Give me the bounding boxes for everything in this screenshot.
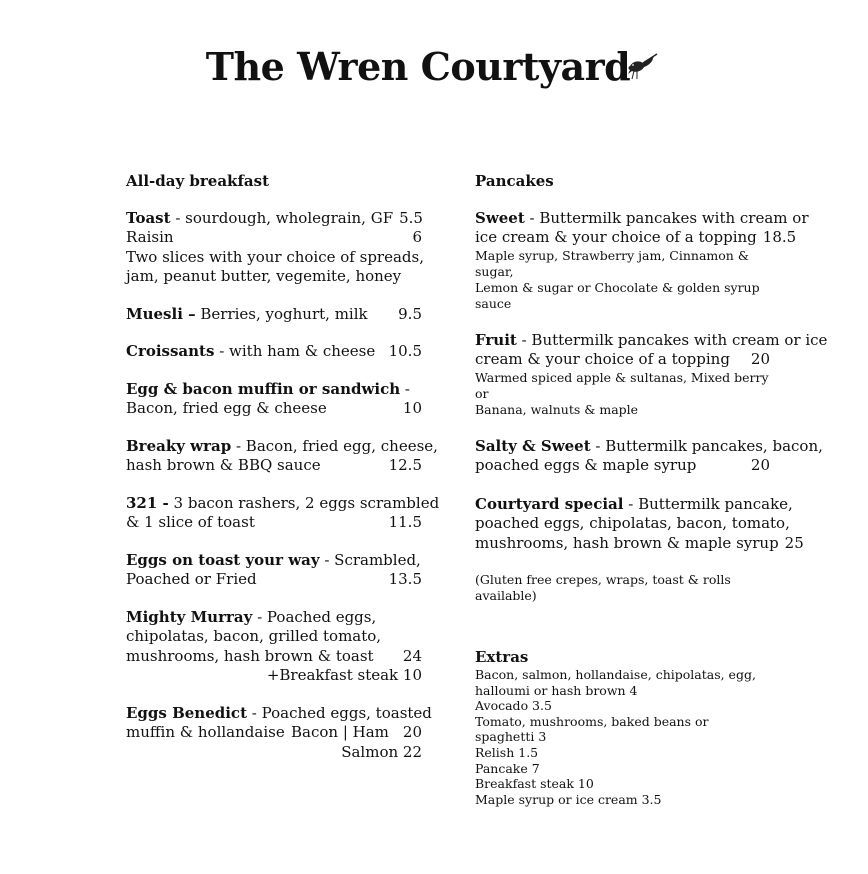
item-text: & 1 slice of toast — [126, 513, 255, 531]
page-title — [0, 44, 868, 89]
item-text: Berries, yoghurt, milk — [195, 304, 368, 323]
item-text: jam, peanut butter, vegemite, honey — [126, 267, 402, 285]
menu-line — [126, 570, 422, 590]
price-option: Salmon 22 — [341, 742, 422, 761]
item-description — [126, 209, 393, 229]
extras-line: Bacon, salmon, hollandaise, chipolatas, egg, — [475, 667, 756, 682]
item-price — [745, 456, 770, 476]
wren-bird-icon — [624, 52, 660, 84]
extras-line: Pancake 7 — [475, 760, 540, 776]
item-description — [126, 305, 368, 325]
menu-line — [126, 228, 422, 248]
item-text: - Buttermilk pancakes, bacon, — [590, 436, 823, 455]
menu-line — [126, 305, 422, 325]
menu-line — [475, 514, 790, 534]
item-price — [393, 209, 423, 229]
price-value: 5.5 — [399, 208, 423, 227]
menu-line — [475, 494, 793, 515]
menu-item — [475, 494, 804, 554]
item-description — [126, 647, 374, 667]
price-value: 20 — [402, 723, 422, 741]
item-description — [475, 228, 757, 248]
item-description — [126, 380, 410, 400]
item-text: poached eggs & maple syrup — [475, 456, 697, 474]
menu-item — [475, 208, 809, 312]
menu-item — [126, 209, 422, 287]
menu-line — [475, 456, 770, 476]
extras-line: Maple syrup or ice cream 3.5 — [475, 791, 662, 807]
item-text: muffin & hollandaise — [126, 723, 285, 741]
price-value: 10 — [402, 399, 422, 417]
item-price — [383, 456, 422, 476]
item-description — [475, 514, 790, 534]
extras-line: Tomato, mushrooms, baked beans or spaghetti 3 — [475, 713, 709, 745]
menu-item — [126, 342, 422, 362]
price-value: 10.5 — [388, 342, 422, 360]
item-text: - with ham & cheese — [214, 342, 376, 360]
item-name: Egg & bacon muffin or sandwich — [126, 379, 401, 398]
item-text: mushrooms, hash brown & maple syrup — [475, 533, 779, 552]
item-text: - Buttermilk pancakes with cream or — [524, 208, 809, 227]
item-text: - Bacon, fried egg, cheese, — [231, 436, 438, 455]
menu-item — [126, 305, 422, 325]
menu-item — [126, 436, 438, 476]
item-description — [475, 534, 779, 554]
menu-line — [475, 228, 797, 248]
menu-item — [126, 380, 422, 419]
item-description — [126, 704, 432, 724]
extras-line: Relish 1.5 — [475, 744, 539, 760]
item-description — [126, 342, 375, 362]
item-price — [383, 570, 422, 590]
pancakes-column — [475, 172, 828, 807]
price-variant: Bacon | Ham — [291, 723, 389, 741]
item-name: 321 - — [126, 493, 169, 512]
item-price — [397, 399, 422, 419]
price-value: 18.5 — [762, 228, 797, 246]
menu-item — [475, 436, 823, 476]
menu-line — [126, 248, 422, 268]
menu-item — [126, 551, 422, 590]
price-value: 11.5 — [388, 513, 422, 531]
item-description — [126, 513, 255, 533]
item-description — [126, 551, 421, 571]
menu-line — [126, 666, 422, 686]
item-description — [126, 456, 321, 476]
item-description — [475, 437, 823, 457]
item-price — [397, 647, 422, 667]
item-text: ice cream & your choice of a topping — [475, 228, 757, 246]
extras-line: Breakfast steak 10 — [475, 776, 594, 792]
menu-line — [126, 436, 438, 457]
item-price — [285, 723, 422, 743]
item-text: Poached or Fried — [126, 570, 257, 588]
topping-options: Maple syrup, Strawberry jam, Cinnamon & sugar, — [475, 247, 749, 279]
item-description — [126, 437, 438, 457]
menu-line — [126, 647, 422, 667]
item-description — [126, 267, 401, 287]
menu-line — [126, 703, 432, 724]
menu-line — [126, 380, 422, 400]
item-name: Eggs Benedict — [126, 703, 247, 722]
item-text: hash brown & BBQ sauce — [126, 456, 321, 474]
item-description — [126, 399, 327, 419]
item-price — [383, 513, 422, 533]
item-text: Two slices with your choice of spreads, — [126, 247, 424, 266]
item-name: Courtyard special — [475, 494, 624, 513]
menu-line — [475, 533, 804, 554]
extras-line: halloumi or hash brown 4 — [475, 682, 638, 698]
menu-item — [126, 608, 422, 686]
item-text: - Buttermilk pancake, — [623, 494, 793, 513]
menu-line — [126, 267, 422, 287]
price-option: +Breakfast steak 10 — [266, 666, 422, 684]
item-description — [475, 331, 827, 351]
item-name: Sweet — [475, 208, 525, 227]
item-description — [126, 570, 257, 590]
item-price — [392, 305, 422, 325]
menu-line — [126, 627, 422, 647]
price-value: 20 — [750, 456, 770, 474]
item-description — [126, 723, 285, 743]
menu-line — [126, 723, 422, 743]
item-name: Muesli – — [126, 304, 196, 323]
menu-line — [126, 209, 422, 229]
item-text: cream & your choice of a topping — [475, 350, 730, 368]
item-price — [779, 534, 804, 554]
item-description — [126, 494, 439, 514]
item-description — [126, 608, 376, 628]
item-name: Fruit — [475, 330, 517, 349]
price-value: 20 — [750, 350, 770, 368]
item-price — [745, 350, 770, 370]
price-value: 24 — [402, 646, 422, 665]
menu-item — [126, 703, 432, 763]
item-description — [475, 350, 730, 370]
item-price — [757, 228, 796, 248]
item-text: - Scrambled, — [319, 550, 421, 569]
breakfast-column — [126, 172, 440, 780]
item-description — [126, 627, 381, 647]
item-description — [475, 456, 696, 476]
restaurant-name: The Wren Courtyard — [205, 44, 631, 89]
section-heading-pancakes: Pancakes — [475, 172, 554, 190]
gluten-free-note: (Gluten free crepes, wraps, toast & rolls available) — [475, 572, 731, 603]
item-text: poached eggs, chipolatas, bacon, tomato, — [475, 514, 790, 532]
item-description — [126, 228, 174, 248]
section-heading-breakfast: All-day breakfast — [126, 172, 269, 190]
item-name: Mighty Murray — [126, 607, 253, 626]
menu-line — [126, 608, 422, 628]
item-name: Toast — [126, 208, 171, 227]
menu-item — [126, 493, 440, 533]
price-value: 13.5 — [388, 570, 422, 588]
item-name: Salty & Sweet — [475, 436, 591, 455]
item-text: Raisin — [126, 228, 174, 246]
item-text: - Poached eggs, toasted — [247, 703, 432, 722]
menu-line — [475, 436, 823, 457]
item-text: - Poached eggs, — [252, 607, 377, 626]
menu-line — [475, 330, 828, 351]
extras-line: Avocado 3.5 — [475, 698, 552, 714]
price-value: 6 — [412, 228, 422, 246]
price-value: 12.5 — [388, 456, 422, 474]
item-price — [406, 228, 422, 248]
item-description — [475, 209, 809, 229]
menu-line — [126, 342, 422, 362]
menu-line — [475, 350, 770, 370]
menu-line — [126, 456, 422, 476]
item-name: Croissants — [126, 342, 215, 360]
topping-options: Warmed spiced apple & sultanas, Mixed berry or — [475, 369, 769, 401]
item-description — [475, 495, 793, 515]
topping-options: Banana, walnuts & maple — [475, 401, 639, 417]
menu-line — [126, 493, 440, 514]
price-value: 9.5 — [398, 304, 422, 323]
item-text: - Buttermilk pancakes with cream or ice — [516, 330, 828, 349]
menu-line — [126, 743, 422, 763]
topping-options: Lemon & sugar or Chocolate & golden syrup sauce — [475, 279, 760, 311]
item-price — [383, 342, 422, 362]
menu-line — [126, 513, 422, 533]
menu-item — [475, 330, 828, 418]
item-text: - — [400, 379, 410, 398]
item-text: mushrooms, hash brown & toast — [126, 646, 374, 665]
menu-line — [126, 399, 422, 419]
item-text: 3 bacon rashers, 2 eggs scrambled — [168, 493, 440, 512]
item-name: Eggs on toast your way — [126, 550, 320, 569]
item-name: Breaky wrap — [126, 436, 232, 455]
menu-line — [475, 208, 809, 229]
menu-line — [126, 551, 422, 571]
item-description — [126, 248, 424, 268]
item-text: - sourdough, wholegrain, GF — [170, 208, 394, 227]
extras-heading: Extras — [475, 648, 529, 666]
item-text: chipolatas, bacon, grilled tomato, — [126, 627, 382, 645]
price-value: 25 — [784, 533, 804, 552]
item-text: Bacon, fried egg & cheese — [126, 399, 327, 417]
extras-section — [475, 648, 770, 807]
